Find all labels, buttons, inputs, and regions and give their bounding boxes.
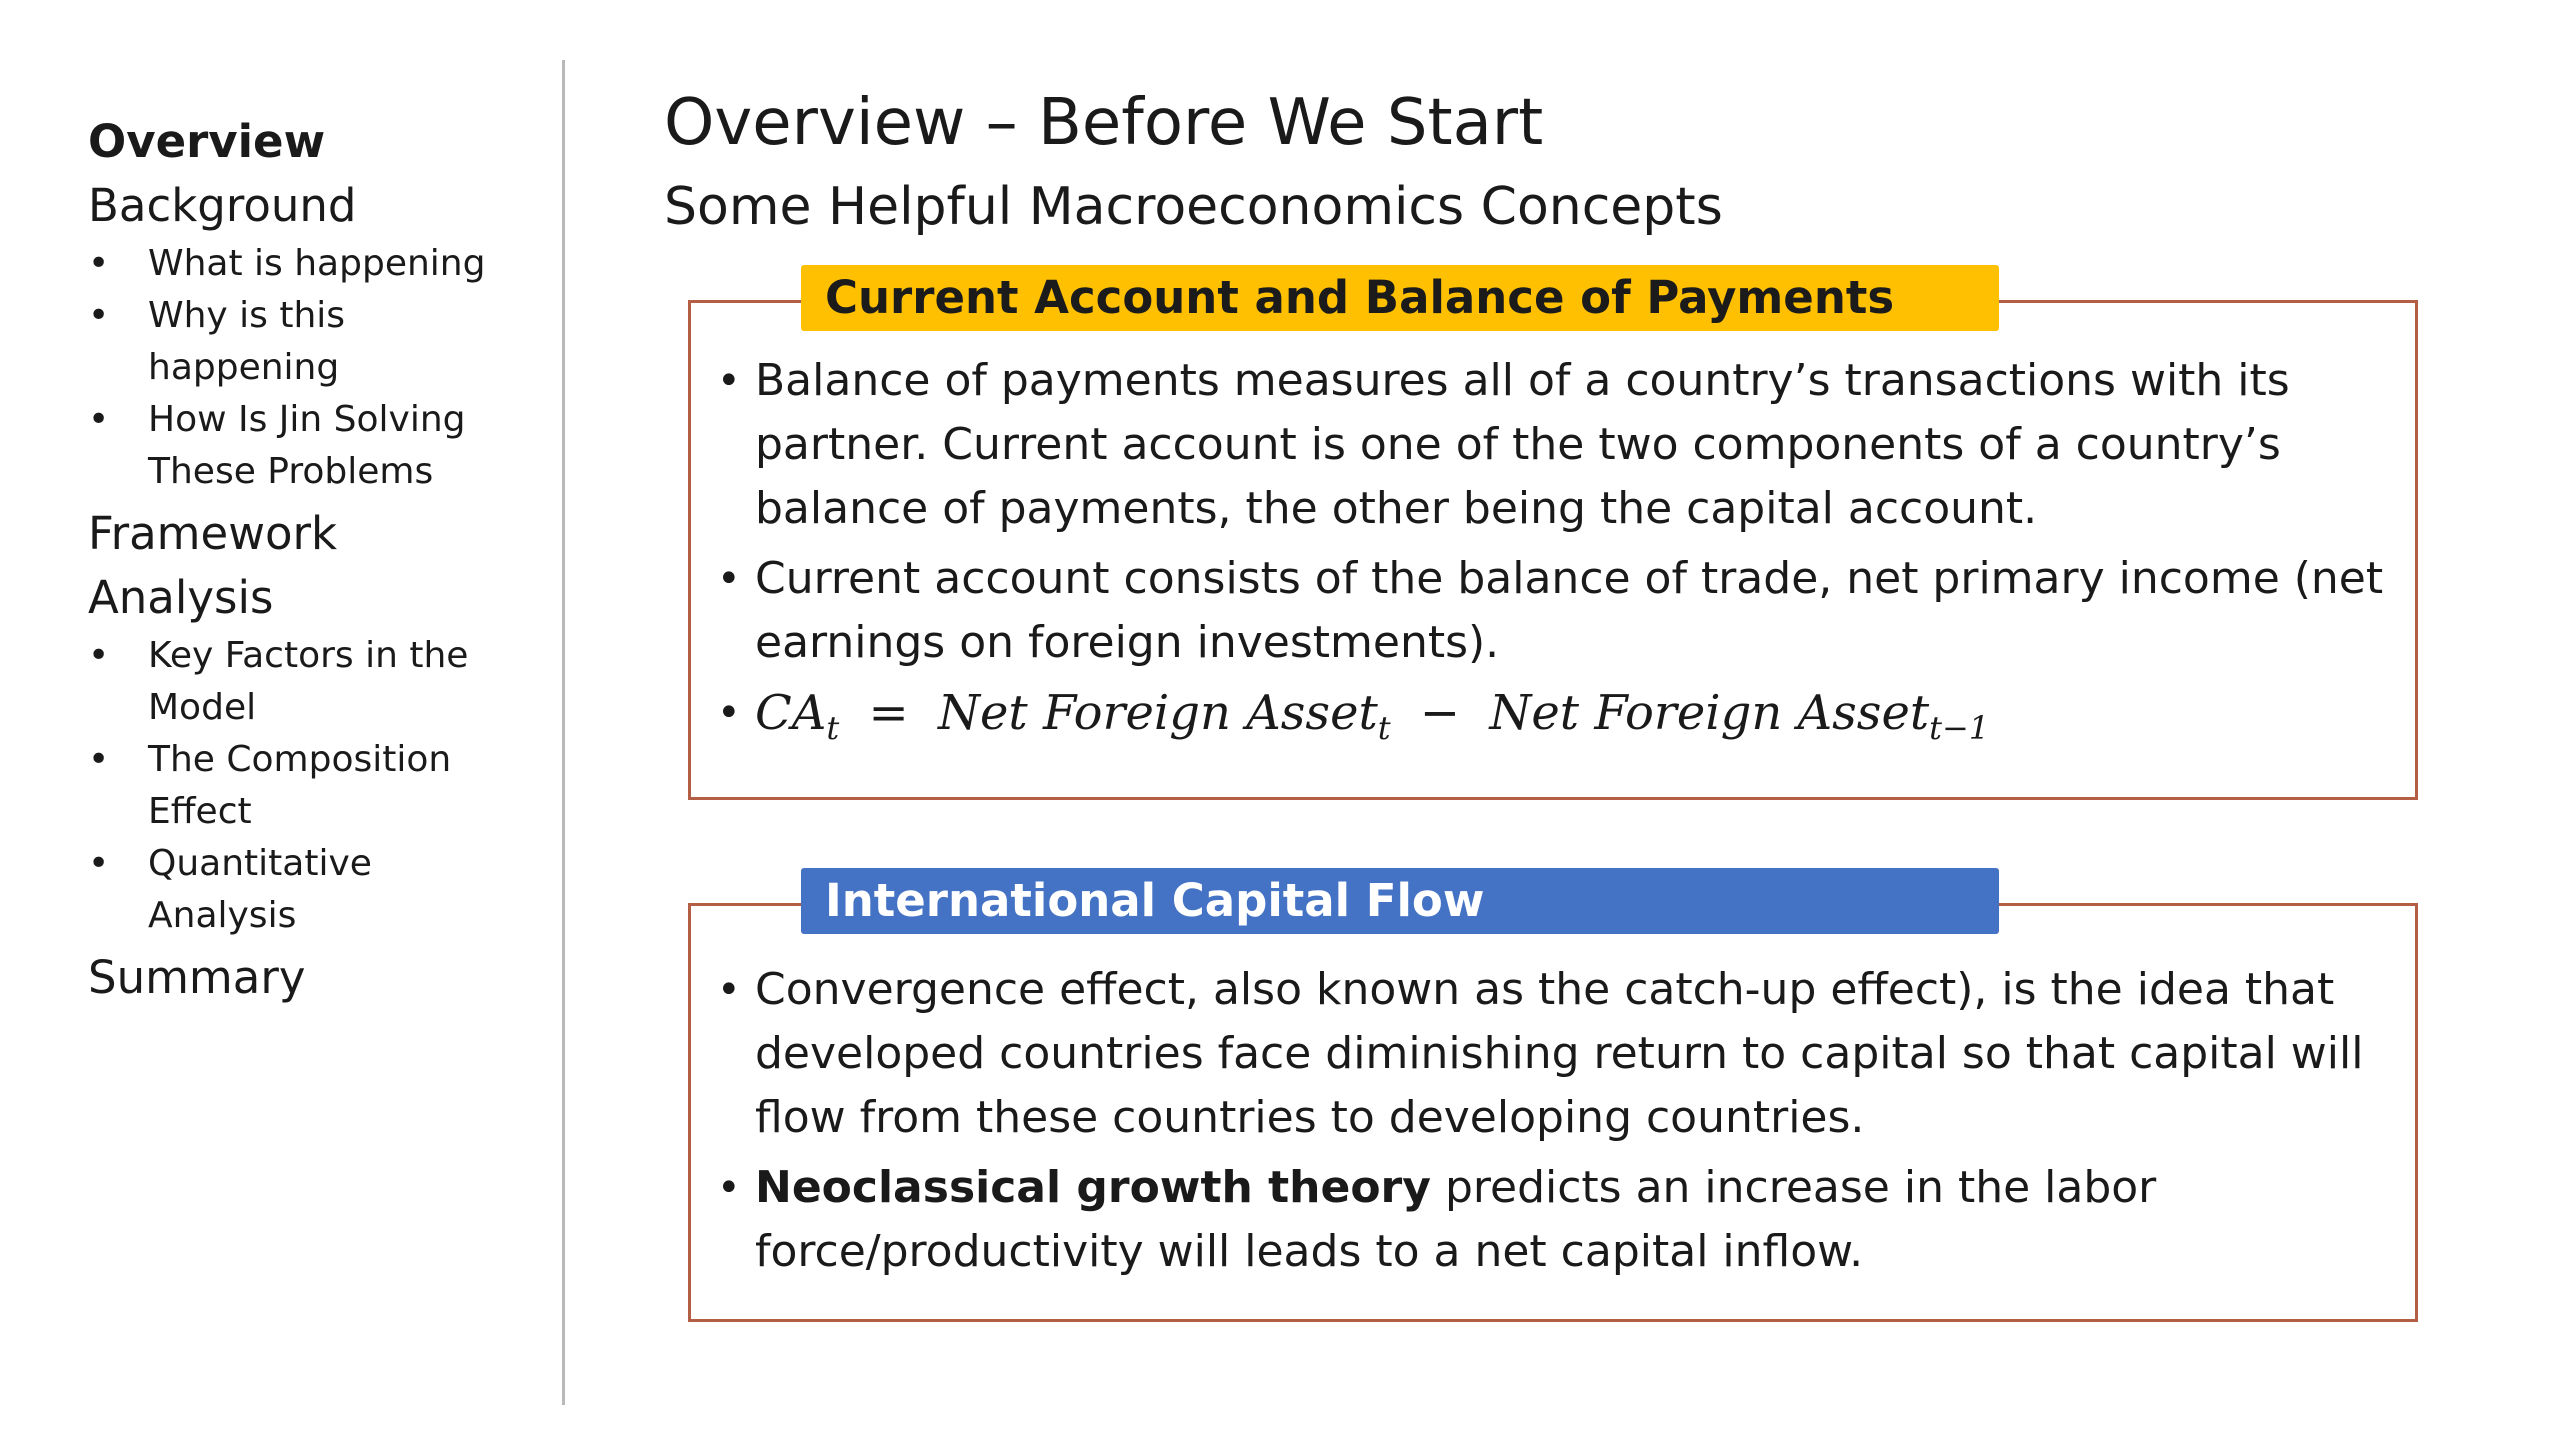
nav-background-list (88, 238, 528, 498)
nav-item-composition-effect[interactable]: • The Composition Effect (88, 734, 528, 838)
current-account-body (705, 349, 2385, 766)
nav-overview[interactable]: Overview (88, 115, 326, 168)
bullet-balance-of-payments: • Balance of payments measures all of a country’s transactions with its partner. Current account is one of the two components of a country’s balance of payments, the other being the capital account. (705, 349, 2385, 541)
capital-flow-box (688, 874, 2418, 1322)
current-account-label: Current Account and Balance of Payments (801, 265, 1999, 331)
bullet-formula (705, 681, 2385, 760)
ca-formula (755, 685, 1990, 747)
capital-flow-body (705, 958, 2385, 1290)
nav-analysis-list (88, 630, 528, 942)
nav-analysis[interactable]: Analysis (88, 571, 274, 624)
nav-item-how-is-jin-solving[interactable]: • How Is Jin Solving These Problems (88, 394, 528, 498)
nav-framework[interactable]: Framework (88, 507, 338, 560)
formula-term2: Net Foreign Asset (1489, 685, 1930, 741)
formula-term1: Net Foreign Asset (938, 685, 1378, 741)
bullet-current-account: • Current account consists of the balance of trade, net primary income (net earnings on foreign investments). (705, 547, 2385, 675)
sidebar-nav (88, 110, 528, 1010)
page-subtitle: Some Helpful Macroeconomics Concepts (664, 177, 1723, 237)
formula-minus: − (1419, 685, 1461, 741)
nav-background[interactable]: Background (88, 179, 357, 232)
formula-term2-sub: t−1 (1929, 709, 1990, 747)
formula-term1-sub: t (1377, 709, 1391, 747)
bullet-neoclassical (705, 1156, 2385, 1284)
capital-flow-label: International Capital Flow (801, 868, 1999, 934)
nav-summary[interactable]: Summary (88, 951, 306, 1004)
bullet-convergence-effect: • Convergence effect, also known as the catch-up effect), is the idea that developed countries face diminishing return to capital so that capital will flow from these countries to developing countries. (705, 958, 2385, 1150)
sidebar-divider (562, 60, 565, 1405)
nav-item-quantitative-analysis[interactable]: • Quantitative Analysis (88, 838, 528, 942)
formula-lhs: CA (755, 685, 827, 741)
current-account-box (688, 271, 2418, 800)
page-title: Overview – Before We Start (664, 86, 1544, 160)
nav-item-key-factors[interactable]: • Key Factors in the Model (88, 630, 528, 734)
formula-equals: = (868, 685, 909, 741)
nav-item-why-is-this-happening[interactable]: • Why is this happening (88, 290, 528, 394)
formula-lhs-sub: t (826, 709, 840, 747)
neoclassical-text: predicts an increase in the labor force/productivity will leads to a net capital inflow. (755, 1162, 2157, 1277)
nav-item-what-is-happening[interactable]: • What is happening (88, 238, 528, 290)
neoclassical-term: Neoclassical growth theory (755, 1162, 1431, 1213)
